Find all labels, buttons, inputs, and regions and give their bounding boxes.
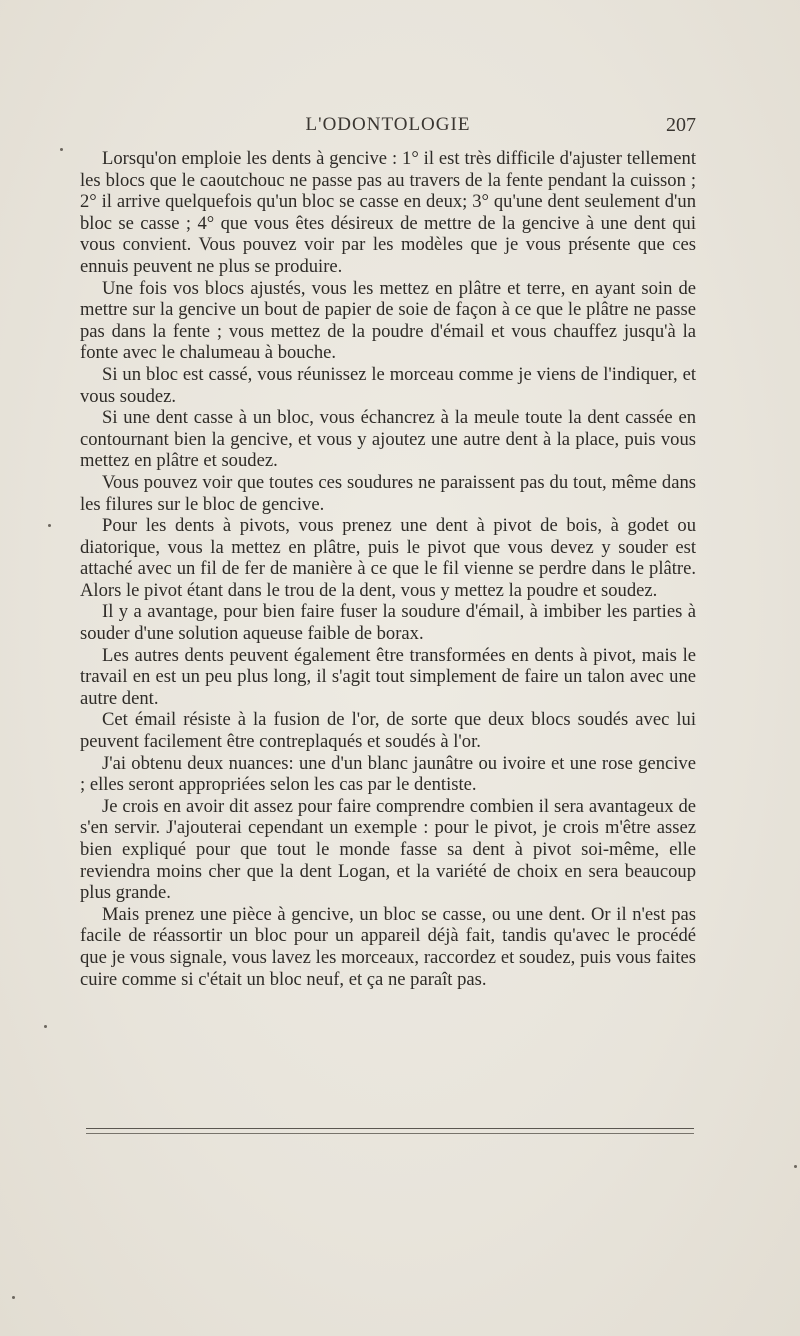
page-number: 207 [666,114,696,136]
page-header [80,114,696,144]
ink-speck [44,1025,47,1028]
paragraph: Une fois vos blocs ajustés, vous les mettez en plâtre et terre, en ayant soin de mettre sur la gencive un bout de papier de soie de façon à ce que le plâtre ne passe pas dans la fente ; vous mettez de la poudre d'émail et vous chauffez jusqu'à la fonte avec le chalumeau à bouche. [80,277,696,364]
rule-line [86,1133,694,1134]
running-title: L'ODONTOLOGIE [305,114,471,135]
closing-double-rule [86,1128,694,1138]
paragraph: Je crois en avoir dit assez pour faire comprendre combien il sera avantageux de s'en servir. J'ajouterai cependant un exemple : pour le pivot, je crois m'être assez bien expliqué pour que tout le monde fasse sa dent à pivot soi-même, elle reviendra moins cher que la dent Logan, et la variété de choix en sera beaucoup plus grande. [80,795,696,904]
ink-speck [48,524,51,527]
body-text [80,148,696,990]
paragraph: Mais prenez une pièce à gencive, un bloc se casse, ou une dent. Or il n'est pas facile de réassortir un bloc pour un appareil déjà fait, tandis qu'avec le procédé que je vous signale, vous lavez les morceaux, raccordez et soudez, puis vous faites cuire comme si c'était un bloc neuf, et ça ne paraît pas. [80,903,696,990]
paragraph: J'ai obtenu deux nuances: une d'un blanc jaunâtre ou ivoire et une rose gencive ; elles seront appropriées selon les cas par le dentiste. [80,752,696,796]
paragraph: Si un bloc est cassé, vous réunissez le morceau comme je viens de l'indiquer, et vous soudez. [80,363,696,407]
paragraph: Les autres dents peuvent également être transformées en dents à pivot, mais le travail en est un peu plus long, il s'agit tout simplement de faire un talon avec une autre dent. [80,644,696,709]
paragraph: Cet émail résiste à la fusion de l'or, de sorte que deux blocs soudés avec lui peuvent facilement être contreplaqués et soudés à l'or. [80,709,696,753]
paragraph: Il y a avantage, pour bien faire fuser la soudure d'émail, à imbiber les parties à souder d'une solution aqueuse faible de borax. [80,601,696,645]
ink-speck [12,1296,15,1299]
paragraph: Si une dent casse à un bloc, vous échancrez à la meule toute la dent cassée en contournant bien la gencive, et vous y ajoutez une autre dent à la place, puis vous mettez en plâtre et soudez. [80,407,696,472]
paragraph: Pour les dents à pivots, vous prenez une dent à pivot de bois, à godet ou diatorique, vous la mettez en plâtre, puis le pivot que vous devez y souder est attaché avec un fil de fer de manière à ce que le fil vienne se perdre dans le plâtre. Alors le pivot étant dans le trou de la dent, vous y mettez la poudre et soudez. [80,515,696,601]
ink-speck [794,1165,797,1168]
rule-line [86,1128,694,1129]
paragraph: Vous pouvez voir que toutes ces soudures ne paraissent pas du tout, même dans les filures sur le bloc de gencive. [80,471,696,515]
ink-speck [60,148,63,151]
paragraph: Lorsqu'on emploie les dents à gencive : 1° il est très difficile d'ajuster tellement les blocs que le caoutchouc ne passe pas au travers de la fente pendant la cuisson ; 2° il arrive quelquefois qu'un bloc se casse en deux; 3° qu'une dent seulement d'un bloc se casse ; 4° que vous êtes désireux de mettre de la gencive à une dent qui vous convient. Vous pouvez voir par les modèles que je vous présente que ces ennuis peuvent ne plus se produire. [80,148,696,277]
